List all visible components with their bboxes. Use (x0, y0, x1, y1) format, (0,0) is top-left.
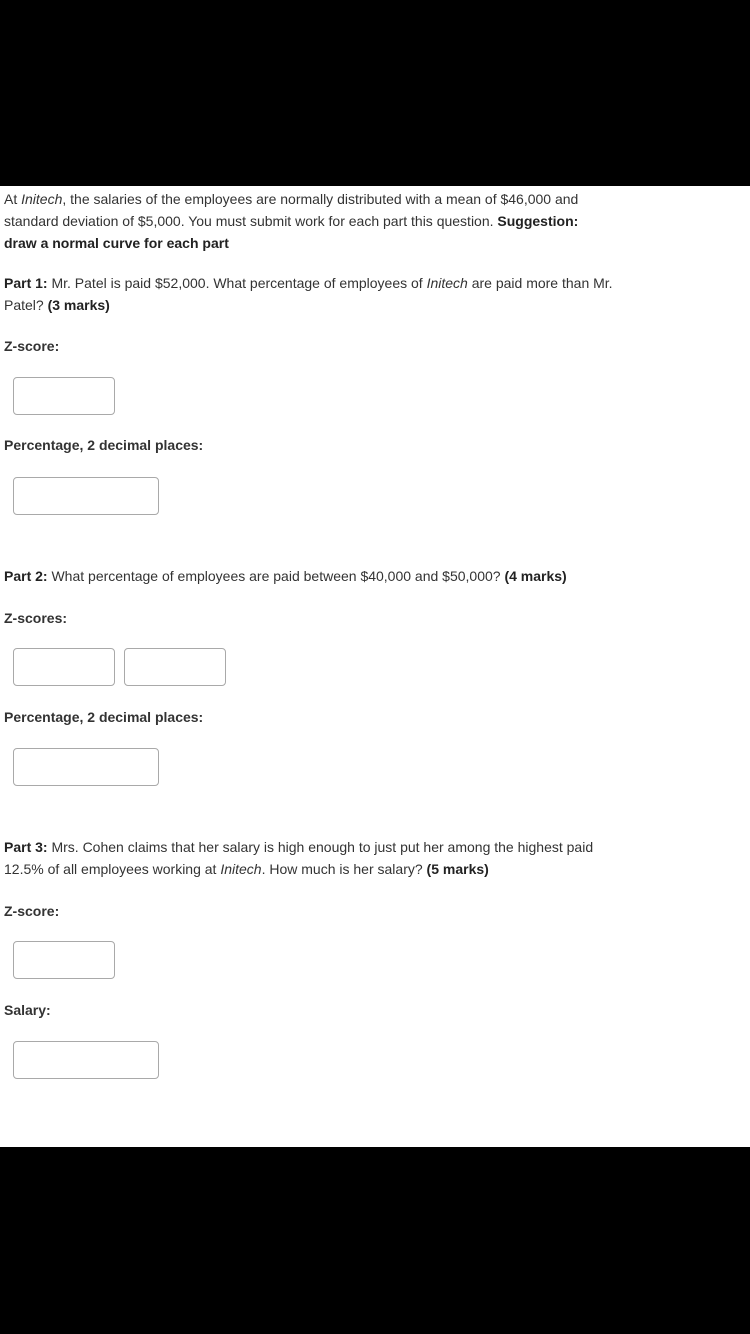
part1-percentage-input[interactable] (13, 477, 159, 515)
part3-question-line-1 (4, 836, 593, 858)
top-black-bar (0, 0, 750, 186)
intro-text: , the salaries of the employees are normally distributed with a mean of $46,000 and (62, 191, 579, 207)
part3-text: . How much is her salary? (261, 861, 427, 877)
part2-heading: Part 2: (4, 568, 48, 584)
part2-zscores-label: Z-scores: (4, 610, 68, 626)
suggestion-text: draw a normal curve for each part (4, 235, 229, 251)
part1-zscore-label: Z-score: (4, 338, 60, 354)
part1-text: Patel? (4, 297, 48, 313)
part3-zscore-input[interactable] (13, 941, 115, 979)
company-name: Initech (220, 861, 262, 877)
intro-text: At (4, 191, 22, 207)
part1-question-line-1 (4, 272, 613, 294)
part1-zscore-input[interactable] (13, 377, 115, 415)
part3-question-line-2 (4, 858, 489, 880)
intro-text: standard deviation of $5,000. You must submit work for each part this question. (4, 213, 498, 229)
part2-percentage-input[interactable] (13, 748, 159, 786)
part1-marks: (3 marks) (47, 297, 110, 313)
intro-line-2 (4, 210, 578, 232)
part2-question-line (4, 565, 567, 587)
part2-zscore-2-input[interactable] (124, 648, 226, 686)
part3-heading: Part 3: (4, 839, 48, 855)
part1-text: Mr. Patel is paid $52,000. What percentage of employees of (47, 275, 427, 291)
part3-text: 12.5% of all employees working at (4, 861, 221, 877)
intro-line-1 (4, 188, 578, 210)
part1-percentage-label: Percentage, 2 decimal places: (4, 437, 204, 453)
suggestion-label: Suggestion: (497, 213, 579, 229)
part1-text: are paid more than Mr. (467, 275, 613, 291)
part3-salary-label: Salary: (4, 1002, 51, 1018)
company-name: Initech (21, 191, 63, 207)
part2-zscore-1-input[interactable] (13, 648, 115, 686)
part2-percentage-label: Percentage, 2 decimal places: (4, 709, 204, 725)
company-name: Initech (426, 275, 468, 291)
bottom-black-bar (0, 1147, 750, 1334)
part2-text: What percentage of employees are paid between $40,000 and $50,000? (47, 568, 505, 584)
part2-marks: (4 marks) (504, 568, 567, 584)
part3-marks: (5 marks) (426, 861, 489, 877)
part1-heading: Part 1: (4, 275, 48, 291)
part3-text: Mrs. Cohen claims that her salary is high enough to just put her among the highest paid (47, 839, 594, 855)
part1-question-line-2 (4, 294, 110, 316)
part3-zscore-label: Z-score: (4, 903, 60, 919)
part3-salary-input[interactable] (13, 1041, 159, 1079)
question-page (0, 186, 750, 1147)
